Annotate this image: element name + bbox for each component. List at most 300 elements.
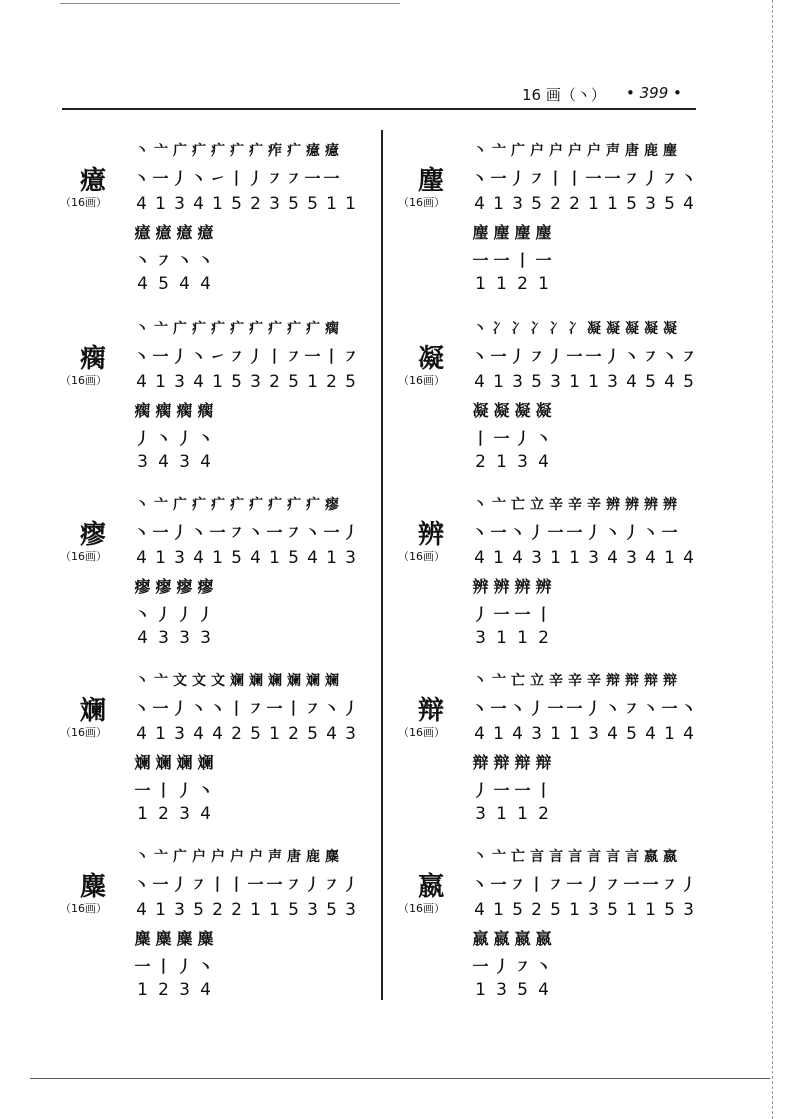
stroke-cell: 一	[642, 875, 659, 894]
stroke-cell: 3	[531, 548, 542, 568]
stroke-cell: 4	[137, 274, 148, 294]
stroke-cell: 1	[269, 724, 280, 744]
stroke-cell: 3	[626, 548, 637, 568]
stroke-cell: 一	[566, 699, 583, 718]
stroke-cell: 1	[475, 980, 486, 1000]
stroke-cell: 亠	[154, 143, 167, 159]
stroke-cell: 5	[231, 548, 242, 568]
entry-character: 瘸	[80, 344, 107, 374]
stroke-cell: 麈	[535, 223, 552, 242]
stroke-cell: 丿	[585, 699, 602, 718]
stroke-cell: 丨	[528, 875, 545, 894]
stroke-cell: 4	[538, 452, 549, 472]
stroke-sequence-row	[132, 846, 341, 866]
stroke-cell: 鹿	[644, 143, 657, 159]
stroke-cell: 冫	[511, 321, 524, 337]
stroke-cell: 丨	[266, 347, 283, 366]
stroke-cell: 丶	[197, 957, 214, 976]
stroke-cell: 一	[490, 699, 507, 718]
stroke-cell: 1	[155, 372, 166, 392]
stroke-shapes-row	[470, 778, 554, 801]
stroke-cell: 一	[585, 169, 602, 188]
dictionary-entry	[60, 846, 390, 1016]
stroke-cell: 2	[517, 274, 528, 294]
stroke-cell: 4	[664, 372, 675, 392]
stroke-cell: 丶	[197, 781, 214, 800]
stroke-cell: 斓	[287, 673, 300, 689]
stroke-cell: 凝	[644, 321, 657, 337]
stroke-cell: 辩	[606, 673, 619, 689]
stroke-cell: 凝	[514, 401, 531, 420]
stroke-cell: 5	[231, 194, 242, 214]
stroke-numbers-row	[132, 980, 216, 1000]
stroke-cell: 1	[517, 804, 528, 824]
stroke-cell: ㇇	[285, 347, 302, 366]
stroke-cell: 一	[547, 699, 564, 718]
stroke-cell: 一	[490, 875, 507, 894]
stroke-cell: 文	[192, 673, 205, 689]
stroke-numbers-row	[470, 980, 554, 1000]
stroke-cell: 丿	[585, 875, 602, 894]
stroke-shapes-row	[470, 520, 679, 543]
stroke-cell: 丿	[528, 699, 545, 718]
stroke-cell: 4	[136, 372, 147, 392]
stroke-cell: 4	[683, 548, 694, 568]
stroke-cell: 3	[307, 900, 318, 920]
stroke-shapes-row	[470, 602, 554, 625]
stroke-cell: ㇇	[285, 523, 302, 542]
stroke-cell: 一	[566, 875, 583, 894]
stroke-cell: 嬴	[535, 929, 552, 948]
stroke-cell: 丿	[197, 605, 214, 624]
stroke-cell: 疒	[192, 497, 205, 513]
stroke-cell: 一	[152, 523, 169, 542]
stroke-cell: 立	[530, 673, 543, 689]
stroke-cell: 1	[493, 194, 504, 214]
stroke-numbers-row	[470, 452, 554, 472]
stroke-cell: 3	[158, 628, 169, 648]
stroke-cell: ㇇	[642, 347, 659, 366]
stroke-cell: 丶	[509, 699, 526, 718]
stroke-cell: 3	[683, 900, 694, 920]
stroke-cell: 丨	[228, 875, 245, 894]
stroke-shapes-row	[470, 166, 698, 189]
stroke-cell: ㇇	[661, 875, 678, 894]
stroke-cell: 一	[661, 699, 678, 718]
stroke-cell: 4	[307, 548, 318, 568]
stroke-cell: 2	[231, 724, 242, 744]
stroke-cell: 疒	[249, 143, 262, 159]
stroke-cell: 疒	[306, 321, 319, 337]
stroke-cell: 丨	[228, 169, 245, 188]
stroke-numbers-row	[132, 804, 216, 824]
stroke-cell: 4	[200, 804, 211, 824]
stroke-cell: 辩	[625, 673, 638, 689]
stroke-count-note: （16画）	[398, 374, 445, 387]
stroke-cell: 5	[250, 724, 261, 744]
stroke-numbers-row	[132, 548, 360, 568]
stroke-cell: ㇇	[547, 875, 564, 894]
stroke-cell: 丿	[547, 347, 564, 366]
stroke-cell: 3	[345, 548, 356, 568]
stroke-cell: 丶	[155, 429, 172, 448]
stroke-numbers-row	[470, 628, 554, 648]
stroke-cell: 丿	[493, 957, 510, 976]
stroke-count-note: （16画）	[60, 902, 107, 915]
stroke-cell: 3	[174, 548, 185, 568]
stroke-numbers-row	[470, 194, 698, 214]
stroke-cell: 1	[137, 980, 148, 1000]
stroke-cell: 疒	[287, 143, 300, 159]
stroke-cell: 丶	[473, 143, 486, 159]
stroke-cell: 2	[250, 194, 261, 214]
stroke-count-note: （16画）	[398, 902, 445, 915]
stroke-cell: 5	[664, 900, 675, 920]
stroke-sequence-row	[470, 140, 679, 160]
section-label: 16 画（丶）	[522, 86, 606, 104]
stroke-cell: 一	[566, 347, 583, 366]
stroke-cell: 辨	[493, 577, 510, 596]
stroke-cell: 1	[496, 804, 507, 824]
stroke-cell: 4	[474, 724, 485, 744]
stroke-cell: 疒	[268, 321, 281, 337]
stroke-cell: 一	[323, 523, 340, 542]
stroke-sequence-row	[470, 670, 679, 690]
stroke-cell: 疒	[230, 321, 243, 337]
stroke-numbers-row	[132, 452, 216, 472]
stroke-sequence-row	[470, 494, 679, 514]
stroke-cell: 斓	[325, 673, 338, 689]
stroke-cell: ㇇	[228, 523, 245, 542]
stroke-cell: 一	[152, 699, 169, 718]
stroke-numbers-row	[132, 724, 360, 744]
stroke-cell: 1	[212, 548, 223, 568]
stroke-cell: 丶	[623, 347, 640, 366]
stroke-cell: 4	[645, 548, 656, 568]
stroke-cell: 辩	[663, 673, 676, 689]
dictionary-entry	[398, 318, 728, 488]
stroke-cell: 斓	[197, 753, 214, 772]
stroke-cell: 丿	[171, 875, 188, 894]
stroke-cell: 辩	[472, 753, 489, 772]
stroke-cell: 3	[475, 628, 486, 648]
stroke-cell: 亡	[511, 673, 524, 689]
stroke-cell: 1	[496, 628, 507, 648]
stroke-cell: 1	[155, 194, 166, 214]
stroke-cell: 4	[683, 724, 694, 744]
stroke-cell: 5	[531, 372, 542, 392]
stroke-shapes-row	[470, 248, 554, 271]
top-rule	[60, 3, 400, 4]
stroke-cell: ㇇	[266, 169, 283, 188]
stroke-cell: 1	[607, 194, 618, 214]
stroke-cell: 疒	[230, 143, 243, 159]
stroke-cell: 麋	[134, 929, 151, 948]
stroke-cell: 3	[517, 452, 528, 472]
stroke-cell: 嬴	[472, 929, 489, 948]
stroke-cell: 辨	[606, 497, 619, 513]
stroke-sequence-row	[470, 220, 554, 243]
dictionary-entry	[398, 670, 728, 840]
stroke-cell: 丿	[509, 347, 526, 366]
stroke-cell: 4	[512, 724, 523, 744]
stroke-cell: 1	[645, 900, 656, 920]
stroke-cell: 3	[512, 372, 523, 392]
stroke-cell: 4	[137, 628, 148, 648]
stroke-cell: 一	[566, 523, 583, 542]
stroke-cell: 4	[200, 452, 211, 472]
stroke-cell: 丨	[323, 347, 340, 366]
stroke-cell: 丶	[661, 347, 678, 366]
stroke-count-note: （16画）	[60, 726, 107, 739]
stroke-cell: 丨	[285, 699, 302, 718]
stroke-cell: 丿	[134, 429, 151, 448]
entry-character: 嬴	[418, 872, 445, 902]
stroke-cell: 5	[645, 372, 656, 392]
stroke-cell: 5	[626, 724, 637, 744]
stroke-cell: 2	[550, 194, 561, 214]
stroke-sequence-row	[132, 750, 216, 773]
stroke-cell: 5	[683, 372, 694, 392]
stroke-cell: 丿	[514, 429, 531, 448]
stroke-cell: 丶	[509, 523, 526, 542]
stroke-cell: 1	[493, 724, 504, 744]
stroke-cell: 3	[174, 900, 185, 920]
stroke-cell: 1	[569, 548, 580, 568]
stroke-cell: 4	[474, 194, 485, 214]
stroke-cell: 1	[269, 548, 280, 568]
stroke-cell: 一	[604, 169, 621, 188]
stroke-cell: 一	[152, 875, 169, 894]
stroke-cell: 2	[288, 724, 299, 744]
stroke-cell: 4	[200, 980, 211, 1000]
stroke-cell: 广	[173, 497, 186, 513]
stroke-cell: 4	[645, 724, 656, 744]
stroke-cell: 辛	[587, 673, 600, 689]
stroke-numbers-row	[470, 900, 698, 920]
stroke-cell: 麋	[155, 929, 172, 948]
stroke-shapes-row	[132, 426, 216, 449]
stroke-cell: 2	[158, 804, 169, 824]
stroke-cell: 丶	[535, 429, 552, 448]
stroke-cell: 5	[158, 274, 169, 294]
stroke-cell: 辨	[663, 497, 676, 513]
stroke-cell: 4	[136, 548, 147, 568]
stroke-cell: 冫	[549, 321, 562, 337]
entry-character: 瘳	[80, 520, 107, 550]
stroke-cell: 丨	[209, 875, 226, 894]
stroke-cell: 3	[174, 372, 185, 392]
stroke-cell: 5	[307, 724, 318, 744]
stroke-cell: 丿	[623, 523, 640, 542]
stroke-shapes-row	[470, 954, 554, 977]
stroke-cell: 4	[512, 548, 523, 568]
stroke-cell: 丶	[604, 523, 621, 542]
stroke-cell: 一	[304, 347, 321, 366]
stroke-sequence-row	[132, 398, 216, 421]
entry-character: 辩	[418, 696, 445, 726]
stroke-cell: 斓	[176, 753, 193, 772]
stroke-cell: 丶	[133, 875, 150, 894]
stroke-cell: 疒	[249, 321, 262, 337]
stroke-cell: 3	[174, 724, 185, 744]
stroke-cell: 3	[588, 548, 599, 568]
stroke-cell: ㇇	[155, 251, 172, 270]
stroke-cell: 4	[193, 724, 204, 744]
stroke-count-note: （16画）	[60, 374, 107, 387]
stroke-cell: 癔	[176, 223, 193, 242]
stroke-cell: 3	[645, 194, 656, 214]
stroke-cell: 4	[136, 900, 147, 920]
stroke-cell: 3	[531, 724, 542, 744]
stroke-cell: 户	[249, 849, 262, 865]
stroke-cell: 1	[345, 194, 356, 214]
stroke-cell: 亠	[492, 497, 505, 513]
stroke-cell: 言	[549, 849, 562, 865]
stroke-cell: 5	[550, 900, 561, 920]
stroke-cell: 丨	[155, 957, 172, 976]
stroke-cell: 斓	[230, 673, 243, 689]
stroke-cell: 瘸	[155, 401, 172, 420]
stroke-cell: 亠	[154, 497, 167, 513]
stroke-cell: 1	[550, 548, 561, 568]
stroke-cell: 一	[323, 169, 340, 188]
stroke-cell: 5	[531, 194, 542, 214]
stroke-cell: 5	[288, 900, 299, 920]
stroke-cell: ㇇	[680, 347, 697, 366]
stroke-cell: 斓	[306, 673, 319, 689]
stroke-cell: 4	[607, 724, 618, 744]
stroke-cell: 一	[535, 251, 552, 270]
stroke-cell: 4	[179, 274, 190, 294]
stroke-cell: 5	[345, 372, 356, 392]
stroke-cell: 麋	[197, 929, 214, 948]
stroke-cell: 瘸	[134, 401, 151, 420]
stroke-cell: 疒	[211, 321, 224, 337]
stroke-cell: 1	[155, 900, 166, 920]
stroke-cell: 2	[269, 372, 280, 392]
stroke-cell: 一	[490, 347, 507, 366]
stroke-numbers-row	[132, 628, 216, 648]
stroke-cell: 户	[530, 143, 543, 159]
stroke-cell: 丶	[135, 143, 148, 159]
stroke-cell: 4	[193, 372, 204, 392]
stroke-sequence-row	[132, 140, 341, 160]
stroke-cell: 凝	[625, 321, 638, 337]
stroke-cell: 斓	[268, 673, 281, 689]
stroke-cell: 丶	[133, 523, 150, 542]
bottom-rule	[30, 1078, 770, 1079]
stroke-cell: 丨	[155, 781, 172, 800]
stroke-cell: 疒	[211, 497, 224, 513]
stroke-cell: 2	[569, 194, 580, 214]
stroke-cell: 丶	[197, 251, 214, 270]
stroke-cell: 4	[683, 194, 694, 214]
stroke-cell: 2	[538, 628, 549, 648]
stroke-cell: 1	[569, 724, 580, 744]
stroke-cell: 3	[512, 194, 523, 214]
entry-character: 麈	[418, 166, 445, 196]
stroke-cell: ㇇	[604, 875, 621, 894]
stroke-cell: 丶	[680, 169, 697, 188]
stroke-cell: 丶	[135, 321, 148, 337]
stroke-cell: 3	[496, 980, 507, 1000]
stroke-cell: 一	[547, 523, 564, 542]
stroke-numbers-row	[470, 274, 554, 294]
stroke-cell: 辛	[587, 497, 600, 513]
stroke-cell: 3	[588, 900, 599, 920]
stroke-shapes-row	[132, 344, 360, 367]
stroke-cell: 4	[474, 900, 485, 920]
stroke-cell: 鹿	[306, 849, 319, 865]
stroke-cell: 一	[304, 169, 321, 188]
stroke-cell: 2	[326, 372, 337, 392]
stroke-cell: 3	[345, 900, 356, 920]
stroke-cell: 丨	[228, 699, 245, 718]
stroke-cell: 5	[288, 372, 299, 392]
stroke-cell: 2	[538, 804, 549, 824]
stroke-sequence-row	[470, 574, 554, 597]
stroke-cell: 丿	[247, 347, 264, 366]
stroke-cell: 癔	[306, 143, 319, 159]
stroke-cell: 疒	[192, 143, 205, 159]
stroke-cell: 唐	[625, 143, 638, 159]
stroke-cell: 1	[155, 724, 166, 744]
stroke-cell: 1	[538, 274, 549, 294]
stroke-cell: 丿	[528, 523, 545, 542]
stroke-cell: 3	[200, 628, 211, 648]
stroke-cell: ㇇	[623, 699, 640, 718]
stroke-cell: 丿	[176, 429, 193, 448]
stroke-sequence-row	[132, 670, 341, 690]
stroke-cell: 丿	[604, 347, 621, 366]
stroke-cell: ㇇	[514, 957, 531, 976]
stroke-cell: 丨	[535, 781, 552, 800]
stroke-cell: 3	[550, 372, 561, 392]
stroke-cell: 亡	[511, 849, 524, 865]
stroke-shapes-row	[470, 426, 554, 449]
stroke-cell: 斓	[155, 753, 172, 772]
stroke-cell: 丶	[680, 699, 697, 718]
stroke-cell: 一	[493, 605, 510, 624]
stroke-cell: 丶	[209, 699, 226, 718]
stroke-cell: 丶	[642, 699, 659, 718]
stroke-cell: 丶	[134, 605, 151, 624]
stroke-cell: 嬴	[644, 849, 657, 865]
stroke-numbers-row	[470, 804, 554, 824]
stroke-cell: 丶	[133, 347, 150, 366]
dictionary-entry	[60, 140, 390, 310]
stroke-cell: 户	[549, 143, 562, 159]
stroke-cell: 瘳	[325, 497, 338, 513]
stroke-cell: 文	[173, 673, 186, 689]
stroke-cell: 丿	[304, 875, 321, 894]
stroke-cell: 丿	[342, 523, 359, 542]
stroke-cell: 瘸	[197, 401, 214, 420]
stroke-cell: 4	[212, 724, 223, 744]
stroke-cell: 1	[250, 900, 261, 920]
stroke-cell: 5	[626, 194, 637, 214]
stroke-cell: 广	[511, 143, 524, 159]
stroke-cell: 麈	[514, 223, 531, 242]
stroke-shapes-row	[470, 344, 698, 367]
stroke-cell: 疒	[211, 143, 224, 159]
stroke-cell: 辨	[514, 577, 531, 596]
stroke-cell: 言	[587, 849, 600, 865]
stroke-count-note: （16画）	[60, 550, 107, 563]
stroke-cell: 丿	[642, 169, 659, 188]
stroke-cell: 癔	[197, 223, 214, 242]
